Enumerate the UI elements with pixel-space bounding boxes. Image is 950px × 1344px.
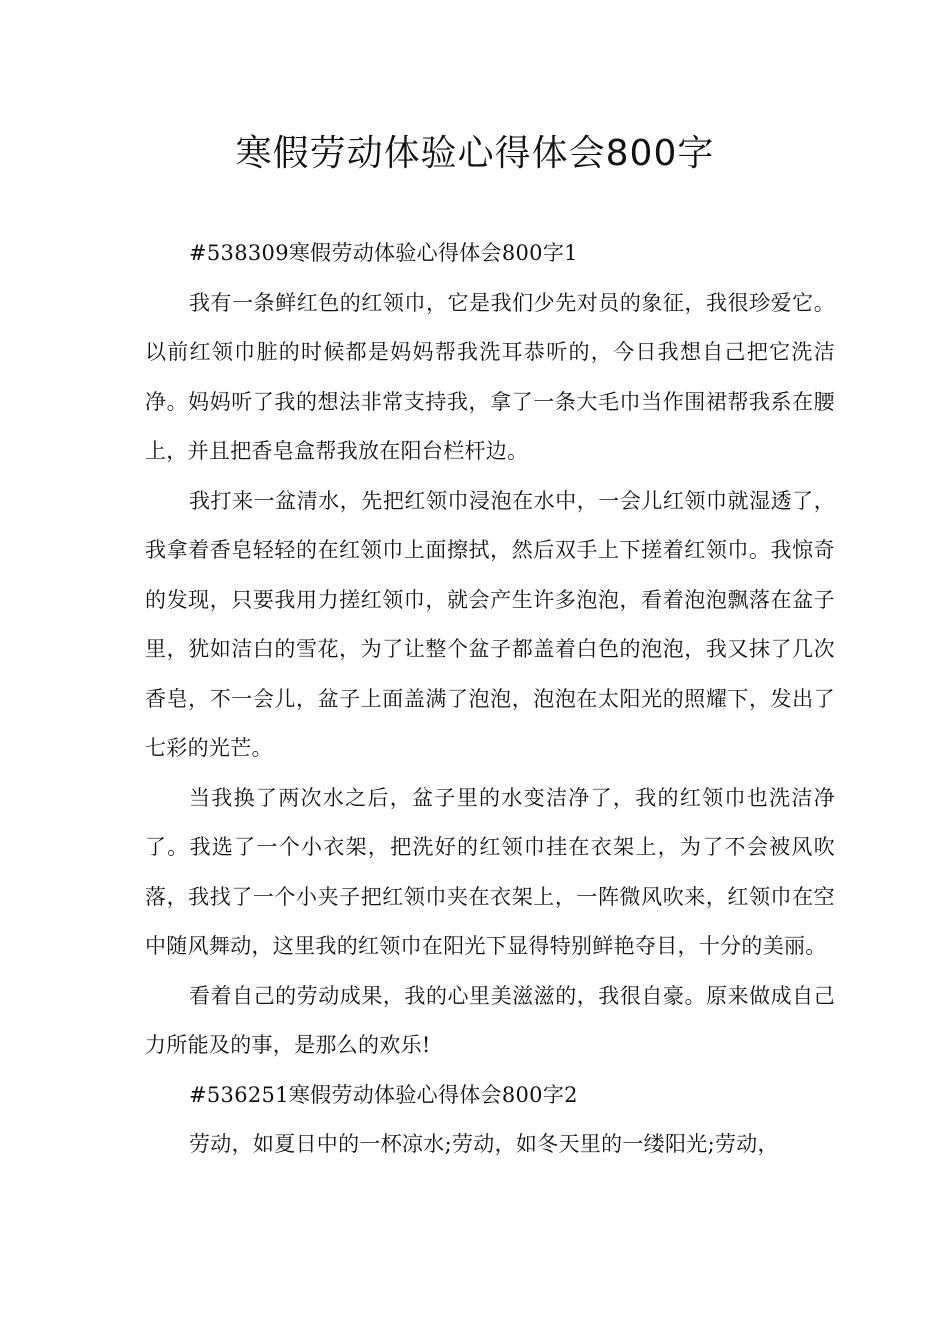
paragraph: 我有一条鲜红色的红领巾，它是我们少先对员的象征，我很珍爱它。以前红领巾脏的时候都是妈妈帮我洗耳恭听的，今日我想自己把它洗洁净。妈妈听了我的想法非常支持我，拿了一条大毛巾当作围裙帮我系在腰上，并且把香皂盒帮我放在阳台栏杆边。 <box>145 290 835 463</box>
section-heading-2: #536251寒假劳动体验心得体会800字2 <box>189 1082 578 1107</box>
page-title: 寒假劳动体验心得体会800字 <box>235 133 715 174</box>
paragraph: 看着自己的劳动成果，我的心里美滋滋的，我很自豪。原来做成自己力所能及的事，是那么的欢乐! <box>145 983 835 1057</box>
section-heading-1: #538309寒假劳动体验心得体会800字1 <box>189 241 578 265</box>
paragraph: 劳动，如夏日中的一杯凉水;劳动，如冬天里的一缕阳光;劳动， <box>189 1132 779 1156</box>
paragraph: 当我换了两次水之后，盆子里的水变洁净了，我的红领巾也洗洁净了。我选了一个小衣架，把洗好的红领巾挂在衣架上，为了不会被风吹落，我找了一个小夹子把红领巾夹在衣架上，一阵微风吹来，红领巾在空中随风舞动，这里我的红领巾在阳光下显得特别鲜艳夺目，十分的美丽。 <box>145 785 835 958</box>
document-body <box>145 229 835 1170</box>
paragraph: 我打来一盆清水，先把红领巾浸泡在水中，一会儿红领巾就湿透了，我拿着香皂轻轻的在红领巾上面擦拭，然后双手上下搓着红领巾。我惊奇的发现，只要我用力搓红领巾，就会产生许多泡泡，看着泡泡飘落在盆子里，犹如洁白的雪花，为了让整个盆子都盖着白色的泡泡，我又抹了几次香皂，不一会儿，盆子上面盖满了泡泡，泡泡在太阳光的照耀下，发出了七彩的光芒。 <box>145 488 835 760</box>
